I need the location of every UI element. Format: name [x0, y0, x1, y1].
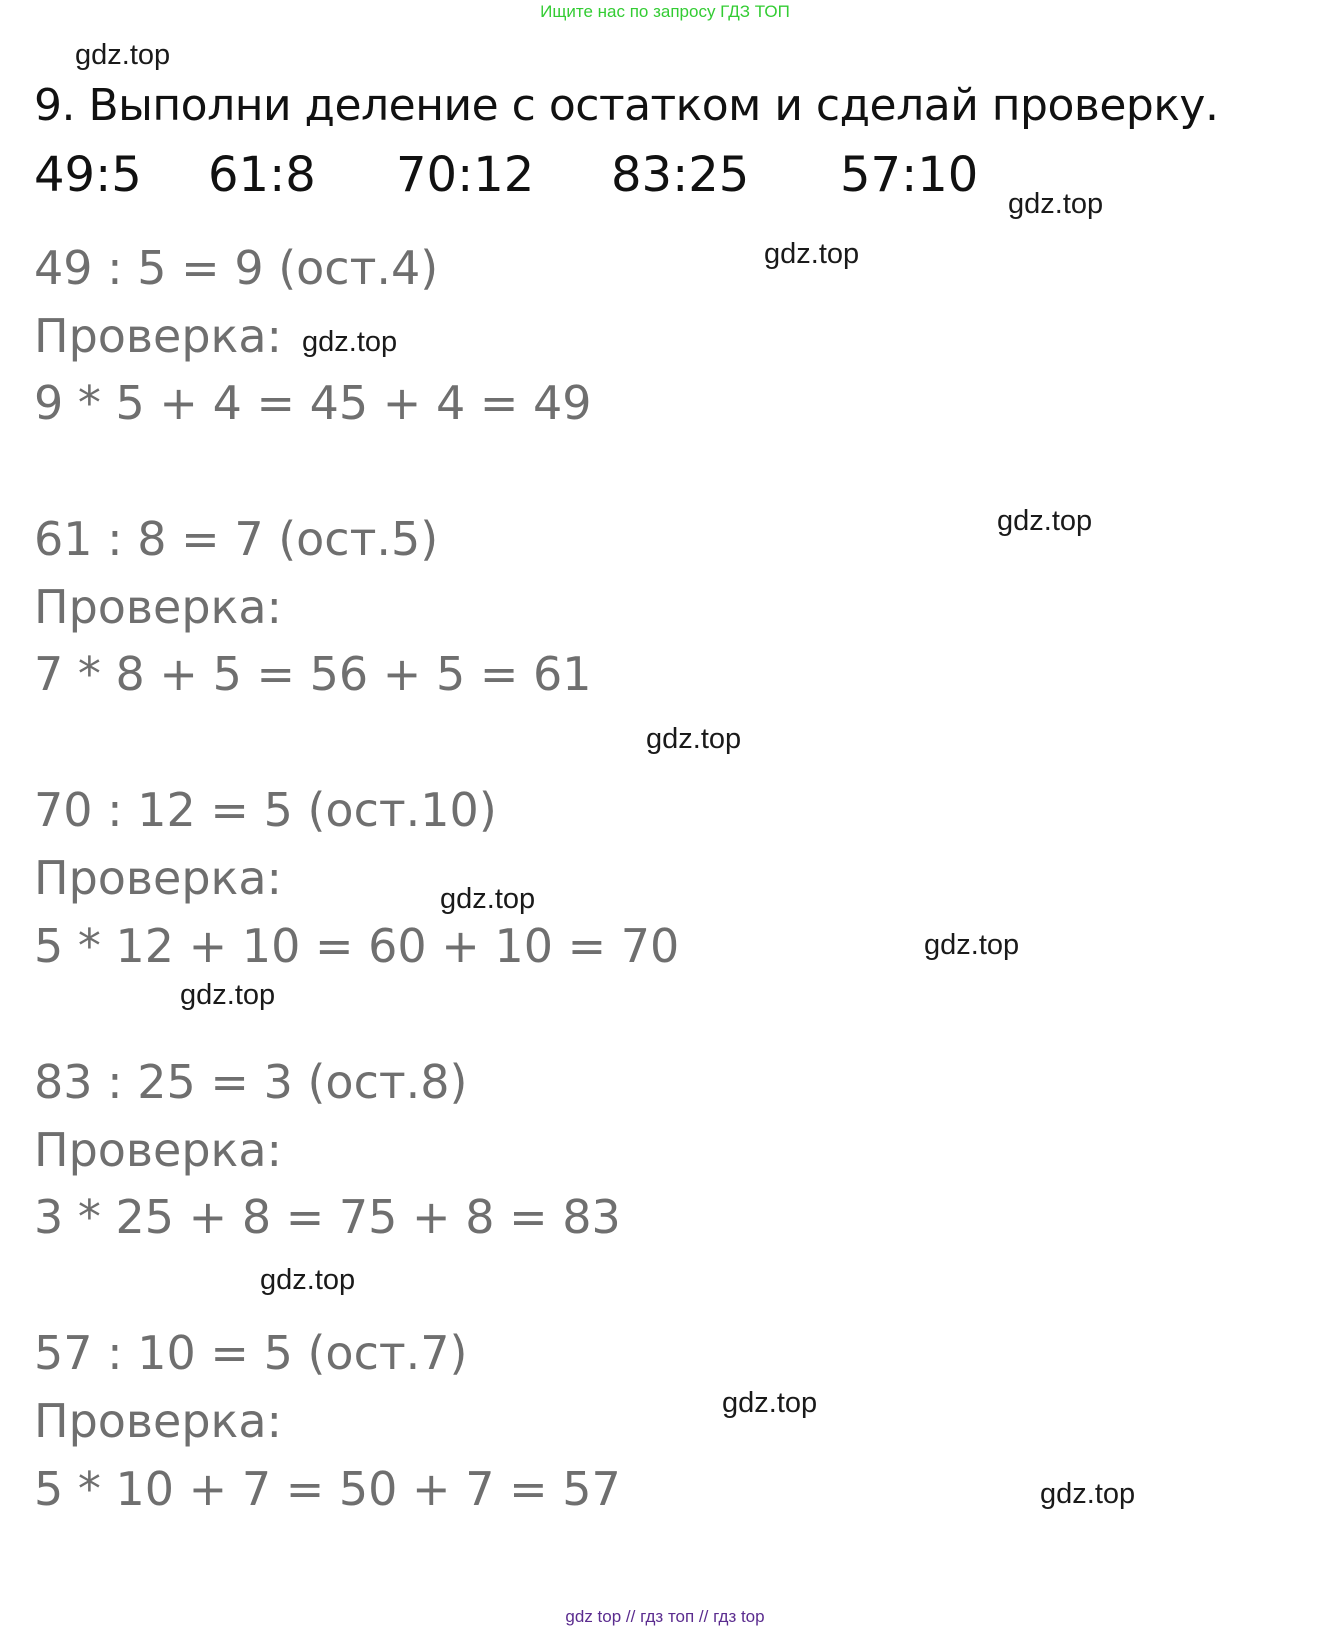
check-label: Проверка:	[34, 580, 283, 634]
division-result: 57 : 10 = 5 (ост.7)	[34, 1326, 468, 1380]
footer-links: gdz top // гдз топ // гдз top	[565, 1607, 765, 1626]
watermark: gdz.top	[440, 883, 536, 915]
watermark: gdz.top	[302, 326, 398, 358]
task-expression: 61:8	[208, 147, 316, 203]
task-expression: 49:5	[34, 147, 142, 203]
watermark: gdz.top	[260, 1264, 356, 1296]
task-expression: 83:25	[611, 147, 750, 203]
watermark: gdz.top	[997, 505, 1093, 537]
check-calculation: 3 * 25 + 8 = 75 + 8 = 83	[34, 1190, 621, 1244]
watermark: gdz.top	[180, 979, 276, 1011]
task-expression: 70:12	[396, 147, 535, 203]
watermark: gdz.top	[764, 238, 860, 270]
division-result: 70 : 12 = 5 (ост.10)	[34, 783, 497, 837]
watermark: gdz.top	[924, 929, 1020, 961]
division-result: 49 : 5 = 9 (ост.4)	[34, 241, 439, 295]
task-expression: 57:10	[840, 147, 979, 203]
top-banner: Ищите нас по запросу ГДЗ ТОП	[540, 2, 790, 21]
check-label: Проверка:	[34, 309, 283, 363]
watermark: gdz.top	[1008, 188, 1104, 220]
check-calculation: 5 * 10 + 7 = 50 + 7 = 57	[34, 1462, 621, 1516]
watermark: gdz.top	[646, 723, 742, 755]
check-label: Проверка:	[34, 851, 283, 905]
check-label: Проверка:	[34, 1123, 283, 1177]
check-label: Проверка:	[34, 1394, 283, 1448]
check-calculation: 5 * 12 + 10 = 60 + 10 = 70	[34, 919, 680, 973]
division-result: 83 : 25 = 3 (ост.8)	[34, 1055, 468, 1109]
watermark: gdz.top	[722, 1387, 818, 1419]
watermark: gdz.top	[75, 39, 171, 71]
task-title: 9. Выполни деление с остатком и сделай проверку.	[34, 80, 1219, 131]
division-result: 61 : 8 = 7 (ост.5)	[34, 512, 439, 566]
check-calculation: 7 * 8 + 5 = 56 + 5 = 61	[34, 647, 592, 701]
watermark: gdz.top	[1040, 1478, 1136, 1510]
check-calculation: 9 * 5 + 4 = 45 + 4 = 49	[34, 376, 592, 430]
